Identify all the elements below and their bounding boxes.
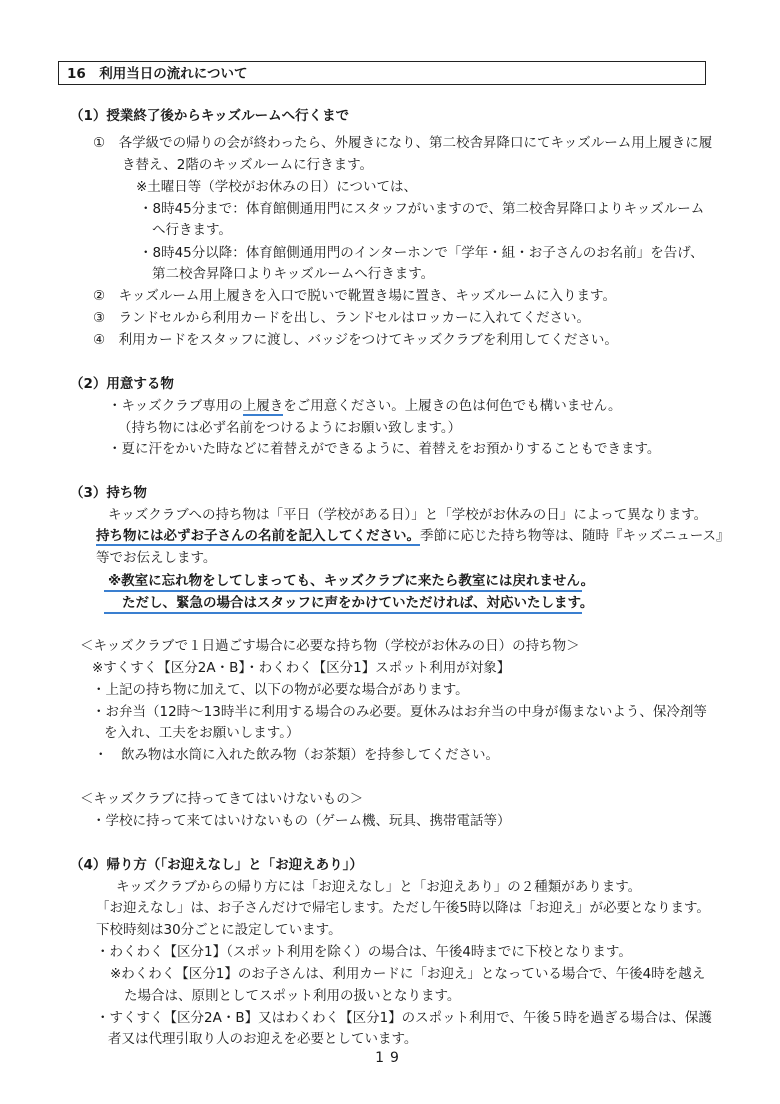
s1-line5: へ行きます。 — [152, 222, 232, 238]
s1-line8: ② キッズルーム用上履きを入口で脱いで靴置き場に置き、キッズルームに入ります。 — [93, 288, 616, 304]
s2-line1-a: ・キッズクラブ専用の — [108, 398, 243, 414]
s3-line4-underline — [104, 590, 582, 592]
s4-line2: 「お迎えなし」は、お子さんだけで帰宅します。ただし午後5時以降は「お迎え」が必要となります。 — [96, 900, 710, 916]
s1-line4: ・8時45分まで：体育館側通用門にスタッフがいますので、第二校舎昇降口よりキッズルーム — [139, 201, 705, 217]
s1-line1: ① 各学級での帰りの会が終わったら、外履きになり、第二校舎昇降口にてキッズルーム用上履きに履 — [93, 135, 713, 151]
s4-line1: キッズクラブからの帰り方には「お迎えなし」と「お迎えあり」の２種類があります。 — [116, 879, 642, 895]
s3-line6: ※すくすく【区分2A・B】・わくわく【区分1】スポット利用が対象】 — [92, 660, 511, 676]
s3-line2 — [96, 526, 730, 546]
s3-subheading-holiday: ＜キッズクラブで１日過ごす場合に必要な持ち物（学校がお休みの日）の持ち物＞ — [80, 638, 580, 654]
s2-line1-c: をご用意ください。上履きの色は何色でも構いません。 — [283, 398, 622, 414]
s4-line8: 者又は代理引取り人のお迎えを必要としています。 — [108, 1031, 418, 1047]
s1-line6: ・8時45分以降：体育館側通用門のインターホンで「学年・組・お子さんのお名前」を告げ、 — [139, 245, 704, 261]
s1-line7: 第二校舎昇降口よりキッズルームへ行きます。 — [152, 266, 435, 282]
s3-line11: ・学校に持って来てはいけないもの（ゲーム機、玩具、携帯電話等） — [92, 813, 511, 829]
s2-line2: （持ち物には必ず名前をつけるようにお願い致します。） — [118, 420, 462, 436]
s4-line4: ・わくわく【区分1】（スポット利用を除く）の場合は、午後4時までに下校となります。 — [96, 944, 632, 960]
s3-subheading-prohibited: ＜キッズクラブに持ってきてはいけないもの＞ — [80, 791, 364, 807]
section-title: 16 利用当日の流れについて — [67, 66, 248, 82]
s1-line9: ③ ランドセルから利用カードを出し、ランドセルはロッカーに入れてください。 — [93, 310, 591, 326]
section-header-box — [58, 61, 706, 85]
s3-line5-underline — [104, 612, 582, 614]
s1-line3: ※土曜日等（学校がお休みの日）については、 — [136, 179, 418, 195]
s3-line10: ・ 飲み物は水筒に入れた飲み物（お茶類）を持参してください。 — [94, 747, 499, 763]
s3-line5: ただし、緊急の場合はスタッフに声をかけていただければ、対応いたします。 — [122, 595, 594, 611]
s2-heading: （2）用意する物 — [70, 376, 174, 392]
s3-line2-b: 季節に応じた持ち物等は、随時『キッズニュース』 — [420, 528, 730, 544]
s4-line6: た場合は、原則としてスポット利用の扱いとなります。 — [124, 988, 461, 1004]
s1-line2: き替え、2階のキッズルームに行きます。 — [122, 157, 374, 173]
s3-line1: キッズクラブへの持ち物は「平日（学校がある日）」と「学校がお休みの日」によって異なります。 — [108, 507, 708, 523]
s4-heading: （4）帰り方（「お迎えなし」と「お迎えあり」） — [70, 857, 363, 873]
s3-line4: ※教室に忘れ物をしてしまっても、キッズクラブに来たら教室には戻れません。 — [108, 573, 595, 589]
s2-line1 — [108, 396, 622, 416]
s4-line5: ※わくわく【区分1】のお子さんは、利用カードに「お迎え」となっている場合で、午後4時を越え — [110, 966, 706, 982]
page-number: 19 — [375, 1050, 405, 1066]
s3-line7: ・上記の持ち物に加えて、以下の物が必要な場合があります。 — [92, 682, 469, 698]
s2-underlined-uwabaki: 上履き — [242, 398, 284, 414]
s3-heading: （3）持ち物 — [70, 485, 147, 501]
s1-line10: ④ 利用カードをスタッフに渡し、バッジをつけてキッズクラブを利用してください。 — [93, 332, 618, 348]
s3-line8: ・お弁当（12時～13時半に利用する場合のみ必要。夏休みはお弁当の中身が傷まないよう、保冷剤等 — [92, 704, 707, 720]
s4-line3: 下校時刻は30分ごとに設定しています。 — [96, 922, 342, 938]
s1-heading: （1）授業終了後からキッズルームへ行くまで — [70, 108, 350, 124]
s2-line3: ・夏に汗をかいた時などに着替えができるように、着替えをお預かりすることもできます。 — [108, 441, 661, 457]
s4-line7: ・すくすく【区分2A・B】又はわくわく【区分1】のスポット利用で、午後５時を過ぎる場合は、保護 — [96, 1010, 712, 1026]
s3-line9: を入れ、工夫をお願いします。） — [104, 725, 300, 741]
s3-line3: 等でお伝えします。 — [96, 550, 217, 566]
s3-name-notice: 持ち物には必ずお子さんの名前を記入してください。 — [96, 528, 420, 544]
